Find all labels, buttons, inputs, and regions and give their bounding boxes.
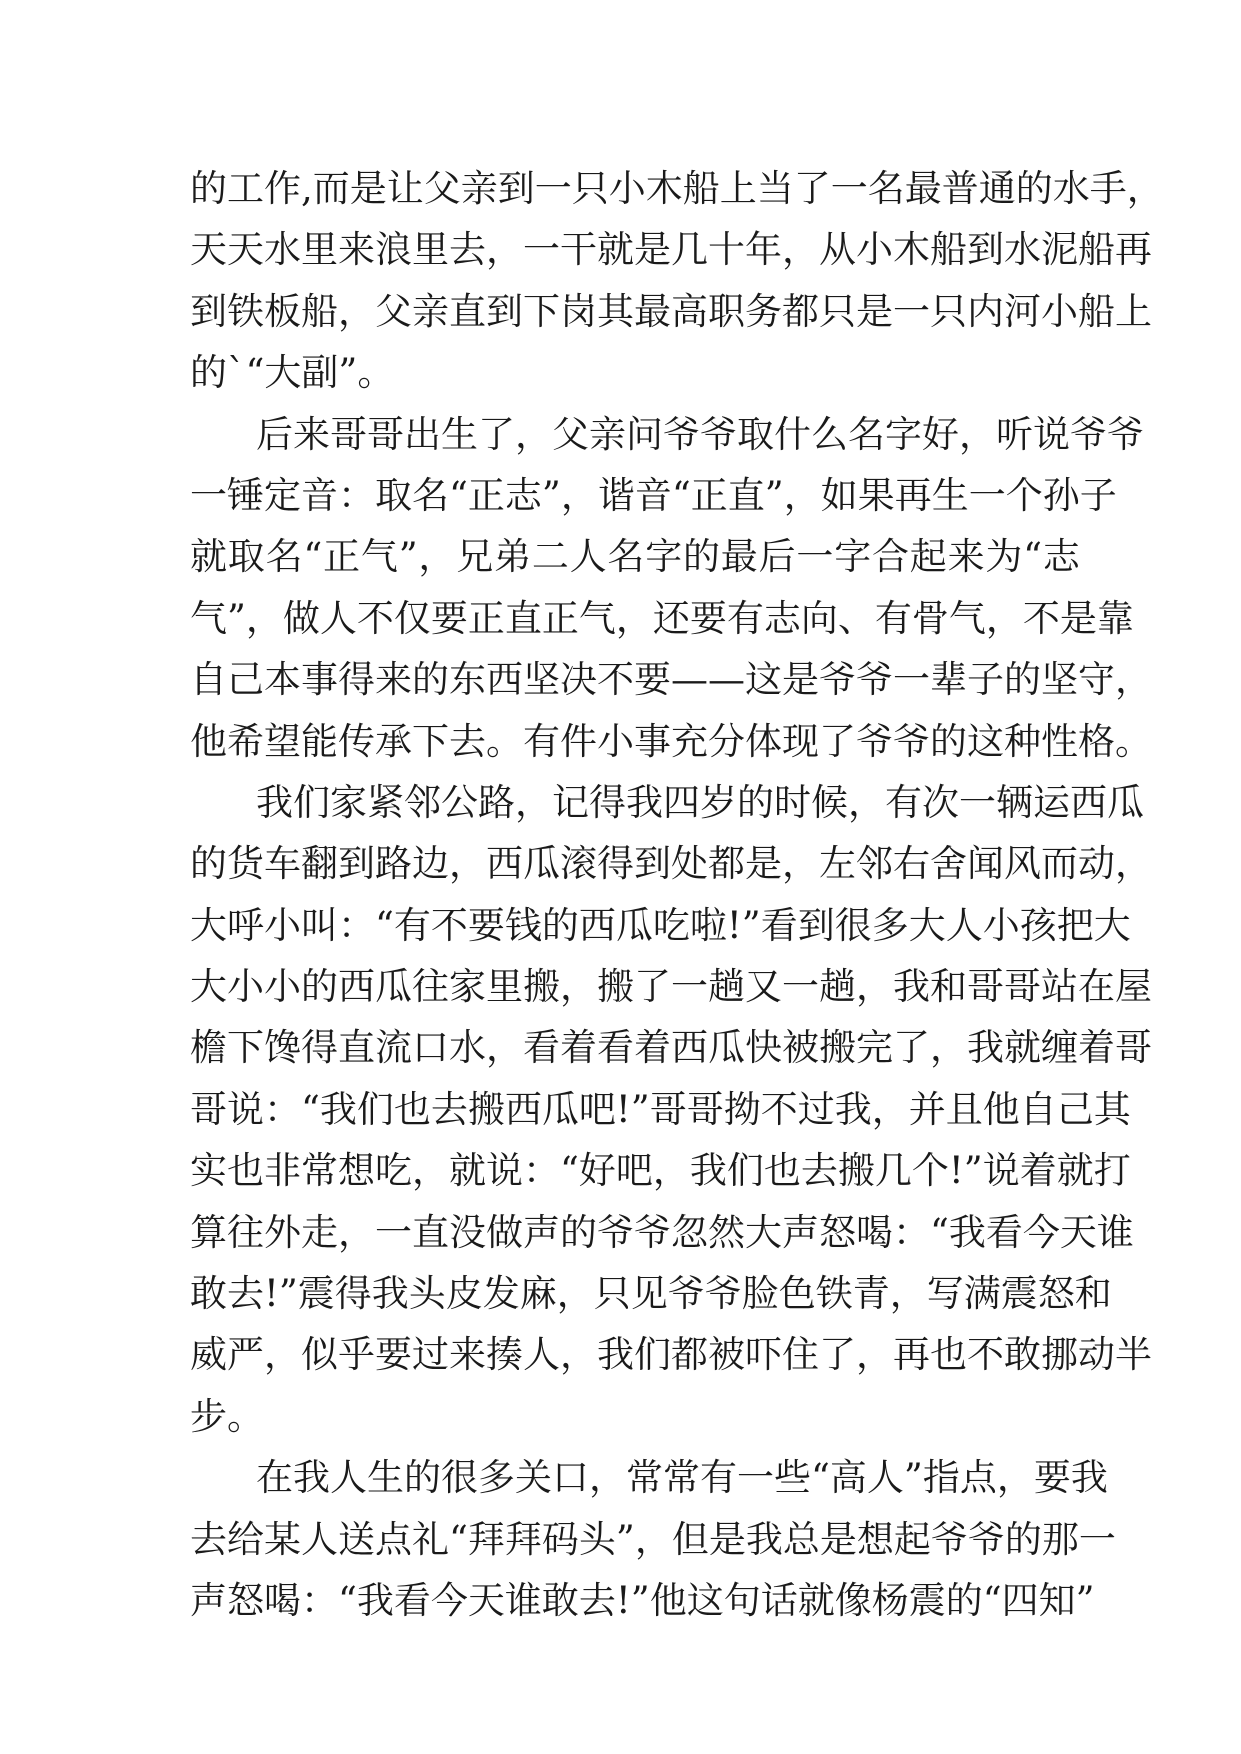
- text-line: 天 天 水 里 来 浪 里 去 ， 一 干 就 是 几 十 年 ， 从 小 木 船 到 水 泥 船 再: [190, 228, 1152, 272]
- text-line: 声 怒 喝 ： “ 我 看 今 天 谁 敢 去 ! ” 他 这 句 话 就 像 杨 震 的 “ 四 知 ”: [190, 1578, 1095, 1622]
- text-line: 步 。: [190, 1394, 264, 1438]
- text-line: 去 给 某 人 送 点 礼 “ 拜 拜 码 头 ” ， 但 是 我 总 是 想 起 爷 爷 的 那 一: [190, 1517, 1116, 1561]
- text-line: 气 ” ， 做 人 不 仅 要 正 直 正 气 ， 还 要 有 志 向 、 有 骨 气 ， 不 是 靠: [190, 596, 1134, 640]
- text-line: 算 往 外 走 ， 一 直 没 做 声 的 爷 爷 忽 然 大 声 怒 喝 ： “ 我 看 今 天 谁: [190, 1210, 1134, 1254]
- text-line: 哥 说 ： “ 我 们 也 去 搬 西 瓜 吧 ! ” 哥 哥 拗 不 过 我 ， 并 且 他 自 己 其: [190, 1087, 1131, 1131]
- text-line: 敢 去 ! ” 震 得 我 头 皮 发 麻 ， 只 见 爷 爷 脸 色 铁 青 ， 写 满 震 怒 和: [190, 1272, 1112, 1316]
- text-line: 到 铁 板 船 ， 父 亲 直 到 下 岗 其 最 高 职 务 都 只 是 一 只 内 河 小 船 上: [190, 289, 1152, 333]
- text-line: 檐 下 馋 得 直 流 口 水 ， 看 着 看 着 西 瓜 快 被 搬 完 了 ， 我 就 缠 着 哥: [190, 1026, 1152, 1070]
- text-line: 在 我 人 生 的 很 多 关 口 ， 常 常 有 一 些 “ 高 人 ” 指 点 ， 要 我: [256, 1456, 1108, 1500]
- text-line: 的 货 车 翻 到 路 边 ， 西 瓜 滚 得 到 处 都 是 ， 左 邻 右 舍 闻 风 而 动 ，: [190, 842, 1152, 886]
- text-line: 大 小 小 的 西 瓜 往 家 里 搬 ， 搬 了 一 趟 又 一 趟 ， 我 和 哥 哥 站 在 屋: [190, 965, 1152, 1009]
- text-line: 实 也 非 常 想 吃 ， 就 说 ： “ 好 吧 ， 我 们 也 去 搬 几 个 ! ” 说 着 就 打: [190, 1149, 1131, 1193]
- text-line: 自 己 本 事 得 来 的 东 西 坚 决 不 要 — — 这 是 爷 爷 一 辈 子 的 坚 守 ，: [190, 658, 1152, 702]
- text-line: 他 希 望 能 传 承 下 去 。 有 件 小 事 充 分 体 现 了 爷 爷 的 这 种 性 格 。: [190, 719, 1152, 763]
- text-line: 一 锤 定 音 ： 取 名 “ 正 志 ” ， 谐 音 “ 正 直 ” ， 如 果 再 生 一 个 孙 子: [190, 473, 1117, 517]
- text-line: 后 来 哥 哥 出 生 了 ， 父 亲 问 爷 爷 取 什 么 名 字 好 ， 听 说 爷 爷: [256, 412, 1144, 456]
- text-line: 的 工 作 , 而 是 让 父 亲 到 一 只 小 木 船 上 当 了 一 名 最 普 通 的 水 手 ，: [190, 167, 1164, 210]
- text-line: 威 严 ， 似 乎 要 过 来 揍 人 ， 我 们 都 被 吓 住 了 ， 再 也 不 敢 挪 动 半: [190, 1333, 1152, 1377]
- body-text: [190, 158, 1164, 1631]
- text-line: 就 取 名 “ 正 气 ” ， 兄 弟 二 人 名 字 的 最 后 一 字 合 起 来 为 “ 志: [190, 535, 1080, 579]
- text-line: 的 ` “ 大 副 ” 。: [190, 351, 395, 395]
- text-line: 我 们 家 紧 邻 公 路 ， 记 得 我 四 岁 的 时 候 ， 有 次 一 辆 运 西 瓜: [256, 780, 1144, 824]
- text-line: 大 呼 小 叫 ： “ 有 不 要 钱 的 西 瓜 吃 啦 ! ” 看 到 很 多 大 人 小 孩 把 大: [190, 903, 1131, 947]
